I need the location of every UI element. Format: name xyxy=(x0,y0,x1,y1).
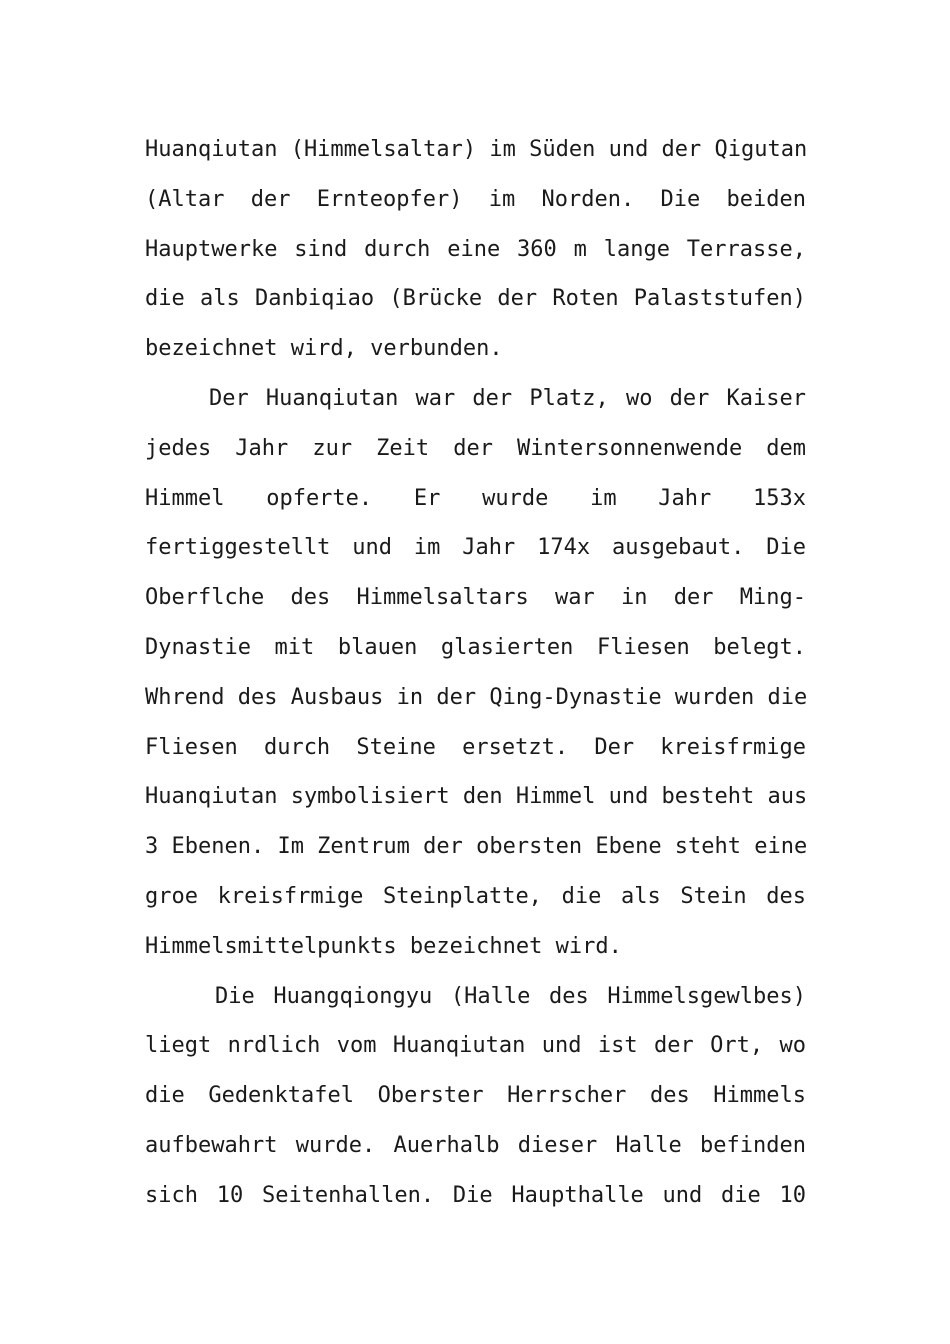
text-line: Himmel opferte. Er wurde im Jahr 153x xyxy=(145,485,806,511)
text-line: die als Danbiqiao (Brücke der Roten Palaststufen) xyxy=(145,286,806,312)
text-line: bezeichnet wird, verbunden. xyxy=(145,336,503,362)
text-line: 3 Ebenen. Im Zentrum der obersten Ebene steht eine xyxy=(145,834,808,860)
text-line: jedes Jahr zur Zeit der Wintersonnenwende dem xyxy=(145,435,806,461)
text-line: groe kreisfrmige Steinplatte, die als Stein des xyxy=(145,883,806,909)
text-line: Huanqiutan symbolisiert den Himmel und besteht aus xyxy=(145,784,808,810)
text-line: fertiggestellt und im Jahr 174x ausgebaut. Die xyxy=(145,535,806,561)
text-line: Hauptwerke sind durch eine 360 m lange Terrasse, xyxy=(145,236,806,262)
text-line: Himmelsmittelpunkts bezeichnet wird. xyxy=(145,933,622,959)
text-line: Dynastie mit blauen glasierten Fliesen belegt. xyxy=(145,634,806,660)
text-line: (Altar der Ernteopfer) im Norden. Die beiden xyxy=(145,186,806,212)
text-line: die Gedenktafel Oberster Herrscher des Himmels xyxy=(145,1083,806,1109)
paragraph-first-line: Der Huanqiutan war der Platz, wo der Kaiser xyxy=(209,385,806,411)
text-line: aufbewahrt wurde. Auerhalb dieser Halle befinden xyxy=(145,1132,806,1158)
paragraph-first-line: Die Huangqiongyu (Halle des Himmelsgewlbes) xyxy=(215,983,806,1009)
text-line: Oberflche des Himmelsaltars war in der Ming- xyxy=(145,585,806,611)
text-line: liegt nrdlich vom Huanqiutan und ist der Ort, wo xyxy=(145,1033,806,1059)
text-line: Whrend des Ausbaus in der Qing-Dynastie wurden die xyxy=(145,684,808,710)
text-line: sich 10 Seitenhallen. Die Haupthalle und die 10 xyxy=(145,1182,806,1208)
body-text xyxy=(145,125,806,1221)
text-line: Fliesen durch Steine ersetzt. Der kreisfrmige xyxy=(145,734,806,760)
text-line: Huanqiutan (Himmelsaltar) im Süden und der Qigutan xyxy=(145,137,808,162)
